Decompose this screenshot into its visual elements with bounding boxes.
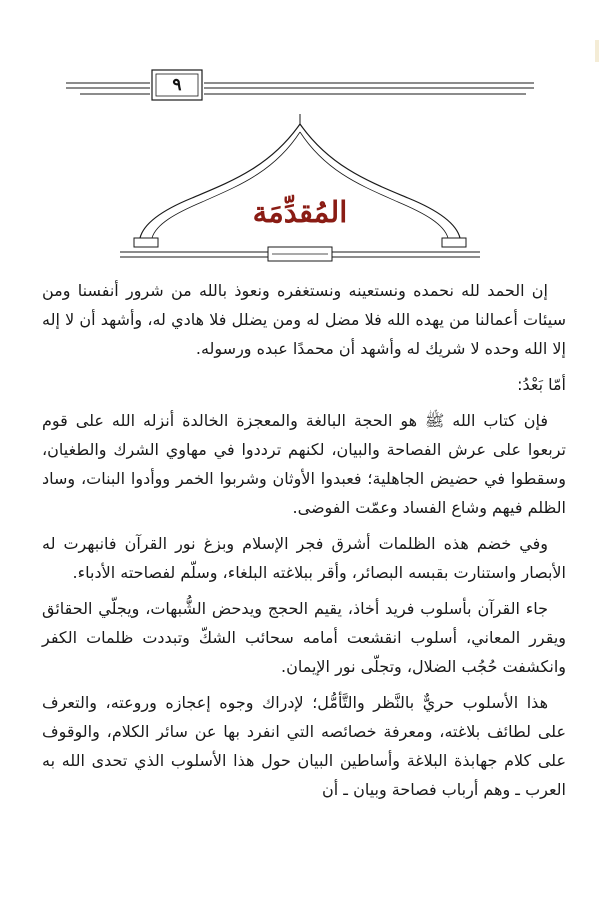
paragraph-quran-proof: فإن كتاب الله ﷺ هو الحجة البالغة والمعجزة الخالدة أنزله الله على قوم تربعوا على عرش الفصاحة والبيان، لكنهم ترددوا في مهاوي الشرك والطغيان، وسقطوا في حضيض الجاهلية؛ فعبدوا الأوثان وشربوا الخمر ووأدوا البنات، وساد الظلم فيهم وشاع الفساد وعمّت الفوضى.	[42, 411, 566, 517]
paragraph-style-reflection: هذا الأسلوب حريٌّ بالنَّظر والتَّأمُّل؛ لإدراك وجوه إعجازه وروعته، والتعرف على لطائف بلاغته، ومعرفة خصائصه التي انفرد بها عن سائر الكلام، والوقوف على كلام جهابذة البلاغة وأساطين البيان حول هذا الأسلوب الذي تحدى الله به العرب ـ وهم أرباب فصاحة وبيان ـ أن	[42, 693, 566, 799]
paragraph-amma-baad: أمّا بَعْدُ:	[517, 375, 566, 394]
paragraph-unique-style: جاء القرآن بأسلوب فريد أخاذ، يقيم الحجج ويدحض الشُّبهات، ويجلّي الحقائق ويقرر المعاني، أسلوب انقشعت أمامه سحائب الشكّ وتبددت ظلمات الكفر وانكشفت حُجُب الضلال، وتجلّى نور الإيمان.	[42, 599, 566, 676]
paragraph-dawn-of-islam: وفي خضم هذه الظلمات أشرق فجر الإسلام وبزغ نور القرآن فانبهرت له الأبصار واستنارت بقبسه البصائر، وأقر ببلاغته البلغاء، وسلّم لفصاحته الأدباء.	[42, 534, 566, 582]
page-edge-mark	[595, 40, 599, 62]
chapter-title: المُقدِّمَة	[252, 195, 348, 229]
page-header	[66, 66, 534, 106]
body-text	[42, 276, 566, 811]
page-number: ٩	[172, 75, 182, 95]
dome-ornament	[120, 112, 480, 264]
chapter-title-ornament	[120, 112, 480, 264]
header-ornament	[66, 66, 534, 106]
paragraph-opening: إن الحمد لله نحمده ونستعينه ونستغفره ونعوذ بالله من شرور أنفسنا ومن سيئات أعمالنا من يهده الله فلا مضل له ومن يضلل فلا هادي له، وأشهد أن لا إله إلا الله وحده لا شريك له وأشهد أن محمدًا عبده ورسوله.	[42, 281, 566, 358]
